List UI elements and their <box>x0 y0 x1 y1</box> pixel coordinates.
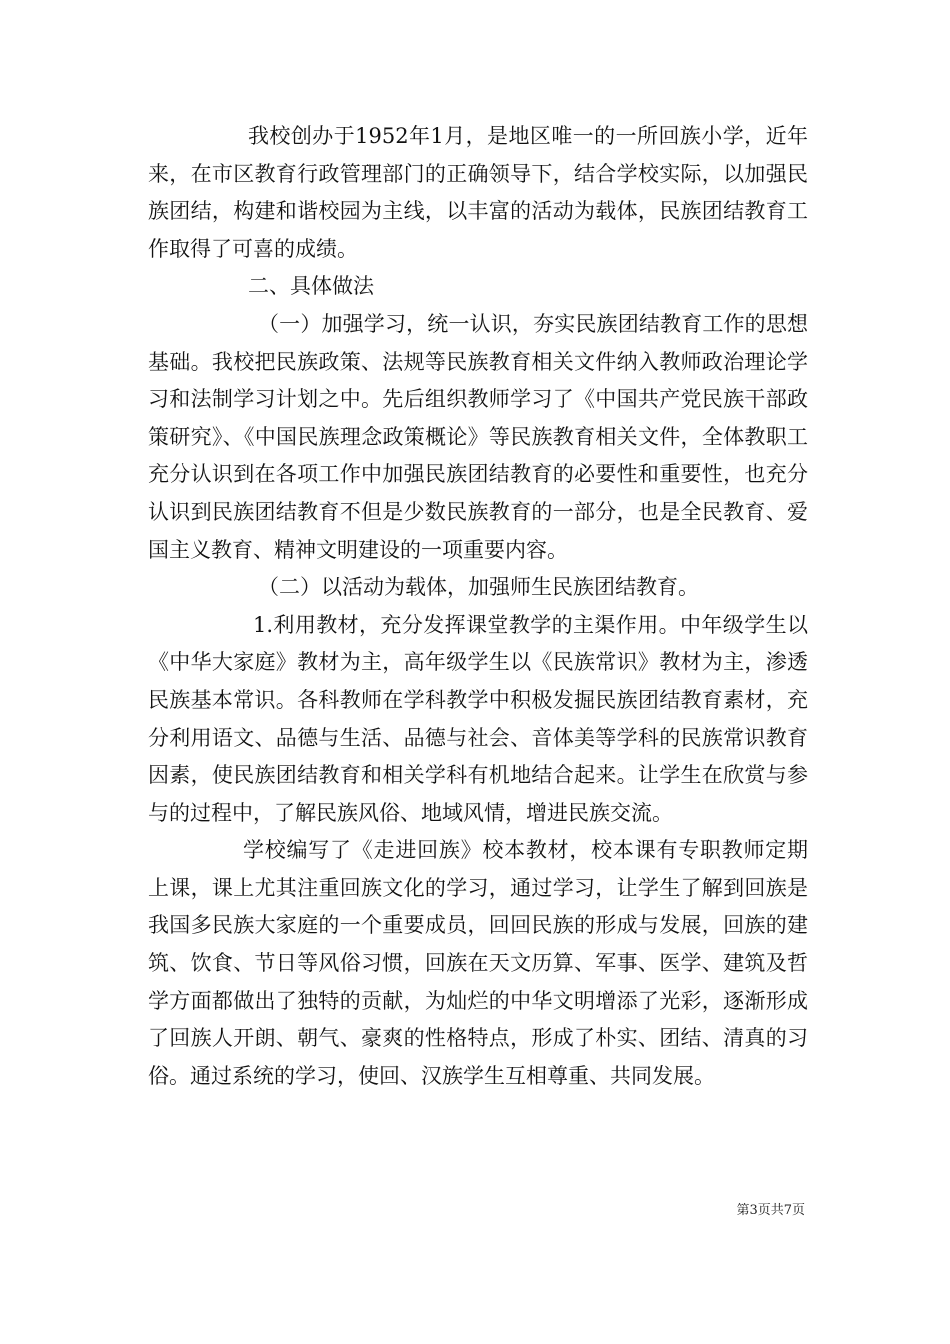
section-heading: 二、具体做法 <box>248 274 374 299</box>
subheading-activities: （二）以活动为载体，加强师生民族团结教育。 <box>258 575 699 600</box>
paragraph-textbooks: 1.利用教材，充分发挥课堂教学的主渠作用。中年级学生以《中华大家庭》教材为主，高年级学生以《民族常识》教材为主，渗透民族基本常识。各科教师在学科教学中积极发掘民族团结教育素材，充分利用语文、品德与生活、品德与社会、音体美等学科的民族常识教育因素，使民族团结教育和相关学科有机地结合起来。让学生在欣赏与参与的过程中，了解民族风俗、地域风情，增进民族交流。 <box>148 612 808 825</box>
paragraph-school-curriculum: 学校编写了《走进回族》校本教材，校本课有专职教师定期上课，课上尤其注重回族文化的学习，通过学习，让学生了解到回族是我国多民族大家庭的一个重要成员，回回民族的形成与发展，回族的建筑、饮食、节日等风俗习惯，回族在天文历算、军事、医学、建筑及哲学方面都做出了独特的贡献，为灿烂的中华文明增添了光彩，逐渐形成了回族人开朗、朝气、豪爽的性格特点，形成了朴实、团结、清真的习俗。通过系统的学习，使回、汉族学生互相尊重、共同发展。 <box>148 838 808 1088</box>
document-body <box>148 118 808 1095</box>
paragraph-study: （一）加强学习，统一认识，夯实民族团结教育工作的思想基础。我校把民族政策、法规等民族教育相关文件纳入教师政治理论学习和法制学习计划之中。先后组织教师学习了《中国共产党民族干部政策研究》、《中国民族理念政策概论》等民族教育相关文件，全体教职工充分认识到在各项工作中加强民族团结教育的必要性和重要性，也充分认识到民族团结教育不但是少数民族教育的一部分，也是全民教育、爱国主义教育、精神文明建设的一项重要内容。 <box>148 311 808 562</box>
paragraph-school-intro: 我校创办于1952年1月，是地区唯一的一所回族小学，近年来，在市区教育行政管理部门的正确领导下，结合学校实际，以加强民族团结，构建和谐校园为主线，以丰富的活动为载体，民族团结教育工作取得了可喜的成绩。 <box>148 124 808 261</box>
page-number: 第3页共7页 <box>736 1203 805 1218</box>
